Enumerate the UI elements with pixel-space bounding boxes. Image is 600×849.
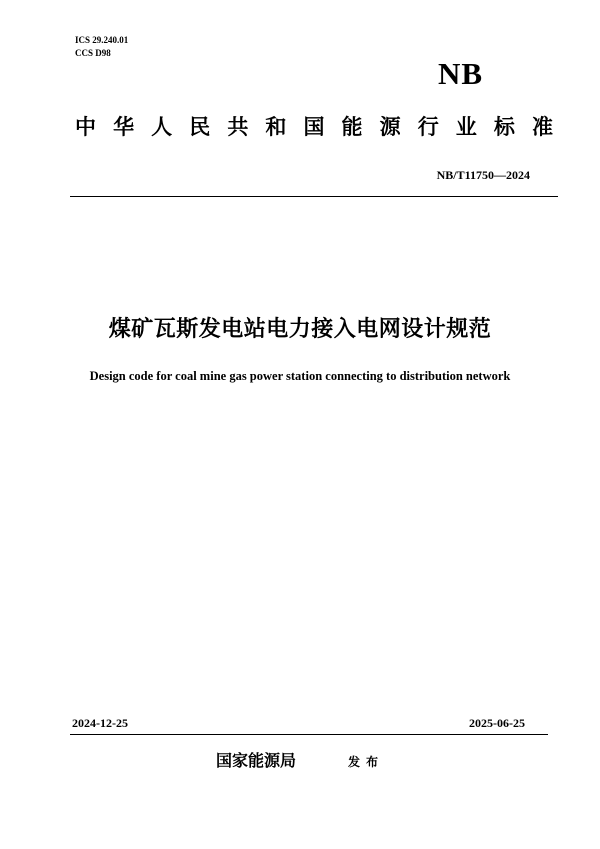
category-char: 华 xyxy=(113,115,135,139)
category-char: 国 xyxy=(303,115,325,139)
category-char: 和 xyxy=(265,115,287,139)
category-char: 中 xyxy=(75,115,96,139)
category-char: 业 xyxy=(455,115,477,139)
chinese-title: 煤矿瓦斯发电站电力接入电网设计规范 xyxy=(108,317,492,342)
english-title: Design code for coal mine gas power station connecting to distribution network xyxy=(89,369,511,383)
footer-divider xyxy=(70,734,548,735)
publisher-block xyxy=(0,751,600,771)
category-char: 标 xyxy=(493,115,515,139)
category-char: 准 xyxy=(531,115,553,139)
issue-date: 2024-12-25 xyxy=(72,716,128,730)
category-char: 人 xyxy=(151,115,173,139)
publisher-name: 国家能源局 xyxy=(215,751,296,770)
nb-logo: NB xyxy=(438,56,484,91)
publish-label: 发布 xyxy=(348,755,385,769)
category-char: 民 xyxy=(189,115,211,139)
standard-category-title xyxy=(75,114,553,140)
category-char: 源 xyxy=(379,115,401,139)
standard-number: NB/T11750—2024 xyxy=(436,168,530,182)
category-char: 能 xyxy=(341,115,363,139)
effective-date: 2025-06-25 xyxy=(469,716,525,730)
category-char: 共 xyxy=(227,115,249,139)
category-char: 行 xyxy=(417,115,439,139)
ccs-code: CCS D98 xyxy=(75,48,111,58)
ics-code: ICS 29.240.01 xyxy=(75,35,129,45)
header-divider xyxy=(70,196,558,197)
